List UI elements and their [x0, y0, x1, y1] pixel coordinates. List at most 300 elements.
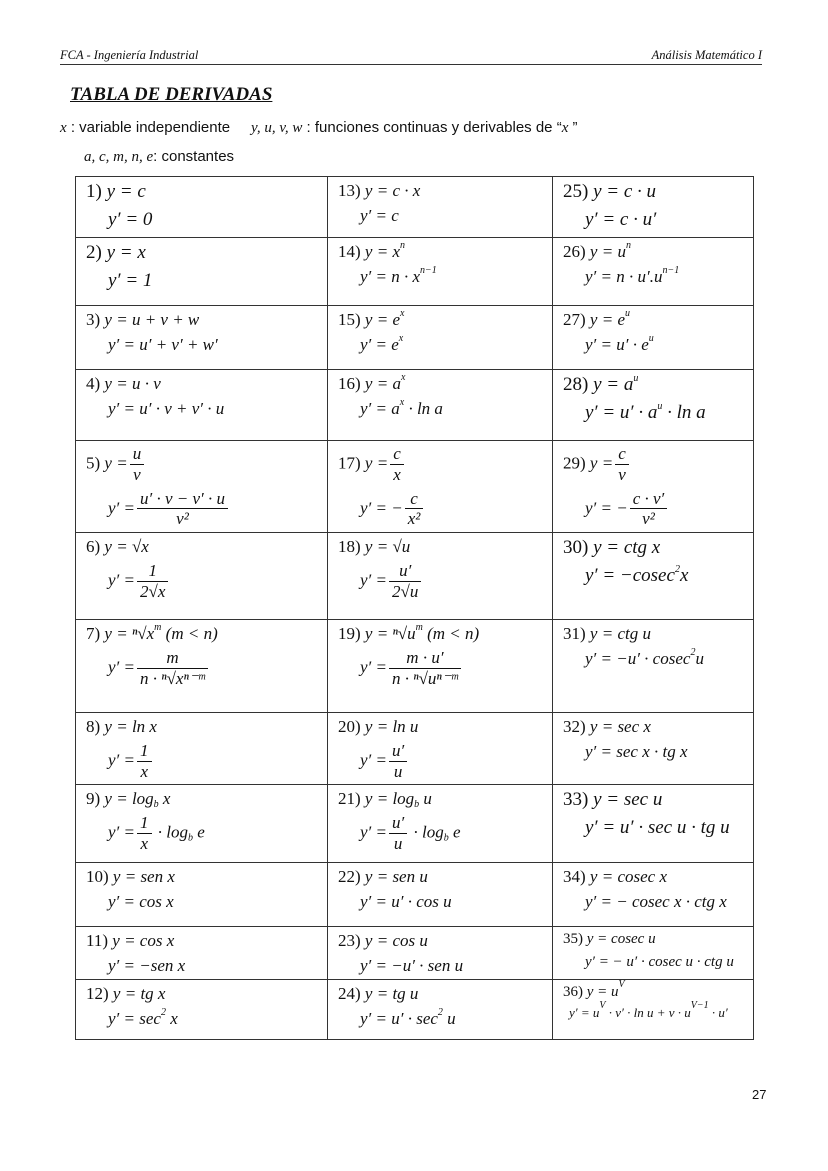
- derivative-fraction: [389, 561, 421, 602]
- derivative-exponent: 2: [160, 1006, 166, 1018]
- legend-funcs: y, u, v, w: [250, 120, 303, 136]
- derivative-expr: y′ = u: [569, 1005, 600, 1021]
- derivative-line: [86, 1008, 317, 1029]
- derivative-expr: y′ = −sen x: [108, 956, 186, 976]
- function-line: [563, 716, 743, 737]
- function-exponent: x: [400, 372, 406, 383]
- function-line: [563, 309, 743, 330]
- derivative-exponent: u: [648, 333, 654, 345]
- derivative-expr: y′ = sec: [108, 1008, 161, 1028]
- derivative-cell: [553, 306, 754, 370]
- derivative-fraction: [389, 741, 407, 782]
- function-expr: y = cosec x: [589, 867, 667, 887]
- denominator: v²: [176, 509, 189, 529]
- derivative-cell: [553, 370, 754, 441]
- derivative-cell: [553, 441, 754, 533]
- formula-number: 23): [338, 931, 361, 951]
- formula-number: 14): [338, 242, 361, 261]
- formula-number: 6): [86, 536, 101, 556]
- legend-funcs-desc: : funciones continuas y derivables de “: [302, 119, 562, 136]
- function-line: [338, 241, 542, 262]
- derivative-expr: y′ = u′ · sec: [360, 1008, 438, 1028]
- derivative-line: [86, 891, 317, 912]
- derivative-cell: [328, 370, 553, 441]
- derivative-exponent: V: [599, 1000, 606, 1012]
- denominator: 2√x: [140, 581, 166, 601]
- derivative-fraction: [630, 489, 668, 530]
- function-expr: y = sen x: [112, 867, 175, 887]
- derivative-line: [563, 266, 743, 287]
- derivative-expr: y′ = 0: [108, 208, 153, 230]
- function-tail: (m < n): [422, 623, 480, 643]
- function-expr: y = ln x: [104, 716, 157, 736]
- derivative-cell: [76, 306, 328, 370]
- derivative-expr: y′ = sec x · tg x: [585, 742, 688, 762]
- formula-number: 32): [563, 716, 586, 736]
- derivative-cell: [553, 979, 754, 1039]
- legend-funcs-x: x: [561, 120, 569, 136]
- derivative-line: [86, 269, 317, 293]
- formula-number: 8): [86, 716, 101, 736]
- derivative-expr: y′ = c · u′: [585, 208, 657, 230]
- formula-number: 2): [86, 242, 102, 263]
- derivative-cell: [76, 619, 328, 712]
- derivative-line: [86, 208, 317, 232]
- numerator: m · u′: [389, 648, 461, 669]
- table-row: [76, 863, 754, 927]
- function-expr: y = u + v + w: [104, 310, 200, 329]
- derivative-expr: y′ = u′ · a: [585, 401, 658, 423]
- derivative-exponent: x: [399, 397, 405, 409]
- function-expr: y = e: [589, 310, 625, 329]
- derivative-line: [563, 953, 743, 972]
- function-expr: y = x: [364, 242, 400, 261]
- derivative-cell: [328, 177, 553, 238]
- derivative-cell: [76, 177, 328, 238]
- function-line: [563, 241, 743, 262]
- derivative-expr: y′ =: [108, 822, 135, 842]
- derivative-cell: [553, 785, 754, 863]
- derivative-expr: y′ =: [108, 657, 135, 677]
- function-line: [338, 716, 542, 737]
- function-line: [338, 930, 542, 951]
- derivative-line: [563, 816, 743, 840]
- derivative-fraction: [137, 489, 228, 530]
- derivative-cell: [328, 441, 553, 533]
- derivative-cell: [76, 979, 328, 1039]
- formula-number: 29): [563, 453, 586, 473]
- page-title: TABLA DE DERIVADAS: [70, 84, 273, 105]
- derivative-line: [563, 648, 743, 669]
- function-tail: x: [158, 789, 171, 809]
- numerator: u′ · v − v′ · u: [137, 489, 228, 510]
- derivative-line: [338, 648, 542, 689]
- page-number: 27: [752, 1087, 767, 1102]
- derivative-exponent: x: [398, 333, 404, 345]
- function-line: [338, 180, 542, 201]
- derivative-expr: y′ = − cosec x · ctg x: [585, 892, 727, 912]
- table-row: [76, 306, 754, 370]
- function-tail: (m < n): [161, 623, 218, 643]
- derivative-fraction: [137, 648, 208, 689]
- table-row: [76, 238, 754, 306]
- derivative-tail: · ln a: [404, 399, 443, 419]
- derivatives-table: [75, 176, 754, 1040]
- table-row: [76, 785, 754, 863]
- derivative-cell: [553, 712, 754, 784]
- derivative-line: [86, 813, 317, 854]
- formula-number: 26): [563, 242, 586, 261]
- derivative-exponent: 2: [690, 647, 696, 659]
- formula-number: 15): [338, 310, 361, 329]
- derivative-line: [563, 334, 743, 355]
- function-expr: y = u · v: [104, 374, 161, 393]
- denominator: x: [140, 761, 149, 781]
- legend-x: x: [60, 120, 67, 136]
- function-exponent: n: [399, 240, 405, 251]
- derivative-expr: y′ =: [360, 822, 387, 842]
- derivative-expr: y′ = −u′ · cosec: [585, 649, 691, 669]
- function-expr: y = a: [593, 374, 634, 395]
- derivative-line: [338, 266, 542, 287]
- numerator: u′: [389, 561, 421, 582]
- numerator: u: [130, 444, 145, 465]
- derivative-tail: · log: [153, 822, 188, 842]
- function-exponent: n: [625, 240, 631, 251]
- function-line: [86, 180, 317, 204]
- legend-consts-desc: : constantes: [153, 148, 235, 165]
- derivative-expr: y′ =: [108, 498, 135, 518]
- function-expr: y = sen u: [364, 867, 428, 887]
- derivative-expr: y′ = u′ · sec u · tg u: [585, 816, 730, 838]
- function-expr: y = ctg u: [589, 623, 651, 643]
- formula-number: 1): [86, 181, 102, 202]
- function-line: [563, 623, 743, 644]
- derivative-line: [86, 648, 317, 689]
- derivative-cell: [328, 979, 553, 1039]
- derivative-cell: [76, 532, 328, 619]
- derivative-expr: y′ =: [360, 750, 387, 770]
- derivative-cell: [553, 177, 754, 238]
- function-line: [86, 930, 317, 951]
- function-expr: y =: [364, 453, 389, 473]
- derivative-expr: y′ = c: [360, 206, 399, 226]
- derivative-cell: [553, 238, 754, 306]
- derivative-cell: [328, 785, 553, 863]
- legend-x-desc: : variable independiente: [66, 119, 231, 136]
- derivative-fraction: [389, 648, 461, 689]
- formula-number: 9): [86, 789, 101, 809]
- function-expr: y = sec u: [593, 789, 663, 811]
- denominator: x²: [407, 509, 421, 529]
- derivative-tail-2: e: [448, 822, 461, 842]
- table-row: [76, 177, 754, 238]
- function-line: [86, 536, 317, 557]
- function-expr: y = √u: [364, 536, 411, 556]
- derivative-line: [86, 398, 317, 419]
- function-expr: y = tg x: [112, 983, 166, 1003]
- formula-number: 34): [563, 867, 586, 887]
- legend-variables: [60, 119, 578, 137]
- denominator: v: [133, 464, 141, 484]
- derivative-exponent: 2: [674, 563, 680, 575]
- numerator: c: [615, 444, 629, 465]
- denominator: n · ⁿ√uⁿ⁻ᵐ: [392, 668, 458, 688]
- numerator: c: [390, 444, 404, 465]
- denominator: 2√u: [392, 581, 419, 601]
- function-tail: u: [419, 789, 432, 809]
- function-exponent: u: [624, 308, 630, 319]
- formula-number: 28): [563, 374, 589, 395]
- function-expr: y = sec x: [589, 716, 651, 736]
- formula-number: 18): [338, 536, 361, 556]
- function-line: [563, 444, 743, 485]
- derivative-fraction: [389, 813, 407, 854]
- header-right: Análisis Matemático I: [651, 48, 762, 62]
- formula-number: 24): [338, 983, 361, 1003]
- function-line: [86, 983, 317, 1004]
- formula-number: 31): [563, 623, 586, 643]
- function-expr: y = c · x: [364, 181, 421, 200]
- formula-number: 22): [338, 867, 361, 887]
- function-line: [338, 983, 542, 1004]
- derivative-cell: [328, 619, 553, 712]
- formula-number: 17): [338, 453, 361, 473]
- function-line: [338, 536, 542, 557]
- derivative-expr: y′ = −: [585, 498, 628, 518]
- legend-funcs-close: ”: [568, 119, 578, 136]
- derivative-expr: y′ = 1: [108, 269, 153, 291]
- function-expr: y = u: [586, 983, 619, 1000]
- function-expr: y = x: [106, 242, 146, 263]
- derivative-tail-2: · u′: [708, 1005, 728, 1021]
- function-line: [86, 788, 317, 809]
- function-expr: y = ln u: [364, 716, 419, 736]
- function-fraction: [130, 444, 145, 485]
- formula-number: 35): [563, 931, 583, 948]
- derivative-cell: [553, 532, 754, 619]
- denominator: u: [393, 833, 403, 853]
- function-exponent: V: [618, 978, 625, 990]
- legend-constants: [84, 148, 234, 166]
- function-expr: y = log: [104, 789, 154, 809]
- derivative-cell: [76, 927, 328, 980]
- derivative-line: [563, 891, 743, 912]
- function-line: [86, 716, 317, 737]
- derivative-line: [86, 334, 317, 355]
- function-line: [563, 373, 743, 397]
- formula-number: 30): [563, 536, 589, 558]
- function-line: [338, 309, 542, 330]
- derivative-expr: y′ =: [108, 570, 135, 590]
- derivative-cell: [76, 370, 328, 441]
- derivative-line: [86, 955, 317, 976]
- formula-number: 3): [86, 310, 101, 329]
- formula-number: 36): [563, 983, 583, 1000]
- derivative-line: [86, 741, 317, 782]
- function-expr: y = c · u: [593, 181, 657, 202]
- derivative-exponent: n−1: [662, 265, 680, 277]
- table-row: [76, 979, 754, 1039]
- derivative-tail: · v′ · ln u + v · u: [605, 1005, 691, 1021]
- formula-number: 19): [338, 623, 361, 643]
- derivative-cell: [328, 712, 553, 784]
- derivative-tail: x: [165, 1008, 178, 1028]
- denominator: v²: [642, 509, 655, 529]
- derivative-line: [338, 813, 542, 854]
- derivative-line: [338, 955, 542, 976]
- derivative-subscript: b: [443, 832, 449, 844]
- formula-number: 7): [86, 623, 101, 643]
- denominator: n · ⁿ√xⁿ⁻ᵐ: [140, 668, 205, 688]
- formula-number: 21): [338, 789, 361, 809]
- derivative-fraction: [405, 489, 424, 530]
- derivative-line: [338, 1008, 542, 1029]
- derivative-expr: y′ = −: [360, 498, 403, 518]
- derivative-expr: y′ = cos x: [108, 892, 174, 912]
- derivative-expr: y′ = u′ · e: [585, 335, 649, 355]
- derivative-line: [338, 489, 542, 530]
- numerator: c · v′: [630, 489, 668, 510]
- function-expr: y = u: [589, 242, 626, 261]
- derivative-tail-2: e: [192, 822, 205, 842]
- function-expr: y = c: [106, 181, 146, 202]
- derivative-expr: y′ = u′ · v + v′ · u: [108, 399, 225, 419]
- function-expr: y = ctg x: [593, 536, 661, 558]
- derivative-expr: y′ = a: [360, 399, 400, 419]
- function-fraction: [615, 444, 629, 485]
- derivative-tail: x: [679, 564, 689, 586]
- numerator: 1: [137, 741, 152, 762]
- function-expr: y = tg u: [364, 983, 419, 1003]
- derivative-expr: y′ = u′ · cos u: [360, 892, 452, 912]
- function-expr: y = √x: [104, 536, 149, 556]
- derivative-line: [338, 741, 542, 782]
- derivative-expr: y′ =: [108, 750, 135, 770]
- derivative-exponent: u: [657, 400, 663, 412]
- derivative-expr: y′ =: [360, 657, 387, 677]
- function-line: [563, 788, 743, 812]
- derivative-line: [86, 489, 317, 530]
- function-subscript: b: [153, 799, 159, 811]
- derivative-cell: [76, 441, 328, 533]
- derivative-cell: [328, 927, 553, 980]
- derivative-expr: y′ = e: [360, 335, 399, 355]
- numerator: c: [405, 489, 424, 510]
- formula-number: 25): [563, 181, 589, 202]
- function-line: [338, 788, 542, 809]
- function-expr: y = cosec u: [586, 931, 656, 948]
- function-expr: y = ⁿ√x: [104, 623, 155, 643]
- denominator: x: [140, 833, 149, 853]
- formula-number: 20): [338, 716, 361, 736]
- derivative-fraction: [137, 813, 152, 854]
- derivative-line: [563, 1000, 743, 1021]
- function-exponent: m: [154, 621, 162, 633]
- derivative-exponent: n−1: [420, 265, 437, 277]
- formula-number: 33): [563, 789, 589, 811]
- derivative-expr: y′ = −cosec: [585, 564, 675, 586]
- numerator: m: [137, 648, 208, 669]
- function-line: [563, 866, 743, 887]
- function-expr: y =: [104, 453, 128, 473]
- derivative-cell: [553, 863, 754, 927]
- function-line: [563, 930, 743, 949]
- table-row: [76, 927, 754, 980]
- function-expr: y = cos u: [364, 931, 428, 951]
- function-expr: y =: [589, 453, 614, 473]
- derivative-expr: y′ = u′ + v′ + w′: [108, 335, 218, 355]
- function-expr: y = cos x: [112, 931, 175, 951]
- function-expr: y = e: [364, 310, 400, 329]
- derivative-cell: [328, 238, 553, 306]
- function-line: [563, 978, 743, 1002]
- function-line: [86, 866, 317, 887]
- derivative-fraction: [137, 561, 168, 602]
- derivative-expr: y′ = n · u′.u: [585, 267, 663, 287]
- derivative-line: [86, 561, 317, 602]
- derivative-tail: u: [695, 649, 704, 669]
- derivative-expr: y′ = −u′ · sen u: [360, 956, 464, 976]
- function-subscript: b: [414, 799, 420, 811]
- derivative-fraction: [137, 741, 152, 782]
- derivative-cell: [328, 306, 553, 370]
- table-row: [76, 532, 754, 619]
- function-line: [86, 444, 317, 485]
- function-line: [338, 623, 542, 644]
- derivative-cell: [328, 863, 553, 927]
- derivative-cell: [553, 927, 754, 980]
- table-row: [76, 441, 754, 533]
- function-line: [338, 373, 542, 394]
- function-exponent: x: [399, 308, 405, 319]
- derivative-exponent: 2: [437, 1006, 443, 1018]
- derivative-exponent-2: V−1: [690, 1000, 709, 1012]
- derivative-subscript: b: [187, 832, 193, 844]
- derivative-line: [338, 561, 542, 602]
- derivative-expr: y′ = − u′ · cosec u · ctg u: [585, 953, 734, 970]
- derivative-line: [563, 489, 743, 530]
- derivative-cell: [76, 238, 328, 306]
- function-exponent: m: [415, 621, 423, 633]
- function-line: [338, 866, 542, 887]
- function-line: [86, 241, 317, 265]
- formula-number: 4): [86, 374, 101, 393]
- function-line: [563, 536, 743, 560]
- derivative-cell: [76, 785, 328, 863]
- table-row: [76, 712, 754, 784]
- denominator: u: [393, 761, 403, 781]
- formula-number: 5): [86, 453, 101, 473]
- formula-number: 11): [86, 931, 109, 951]
- derivative-cell: [76, 712, 328, 784]
- derivative-line: [338, 334, 542, 355]
- page-header: [60, 48, 762, 65]
- function-fraction: [390, 444, 404, 485]
- derivative-line: [338, 398, 542, 419]
- numerator: u′: [389, 741, 407, 762]
- function-line: [563, 180, 743, 204]
- derivative-cell: [553, 619, 754, 712]
- denominator: v: [618, 464, 626, 484]
- function-expr: y = a: [364, 374, 401, 393]
- numerator: 1: [137, 561, 168, 582]
- function-line: [86, 373, 317, 394]
- legend-consts: a, c, m, n, e: [84, 149, 154, 165]
- derivative-tail: · log: [409, 822, 444, 842]
- formula-number: 27): [563, 310, 586, 329]
- derivative-tail: · ln a: [662, 401, 706, 423]
